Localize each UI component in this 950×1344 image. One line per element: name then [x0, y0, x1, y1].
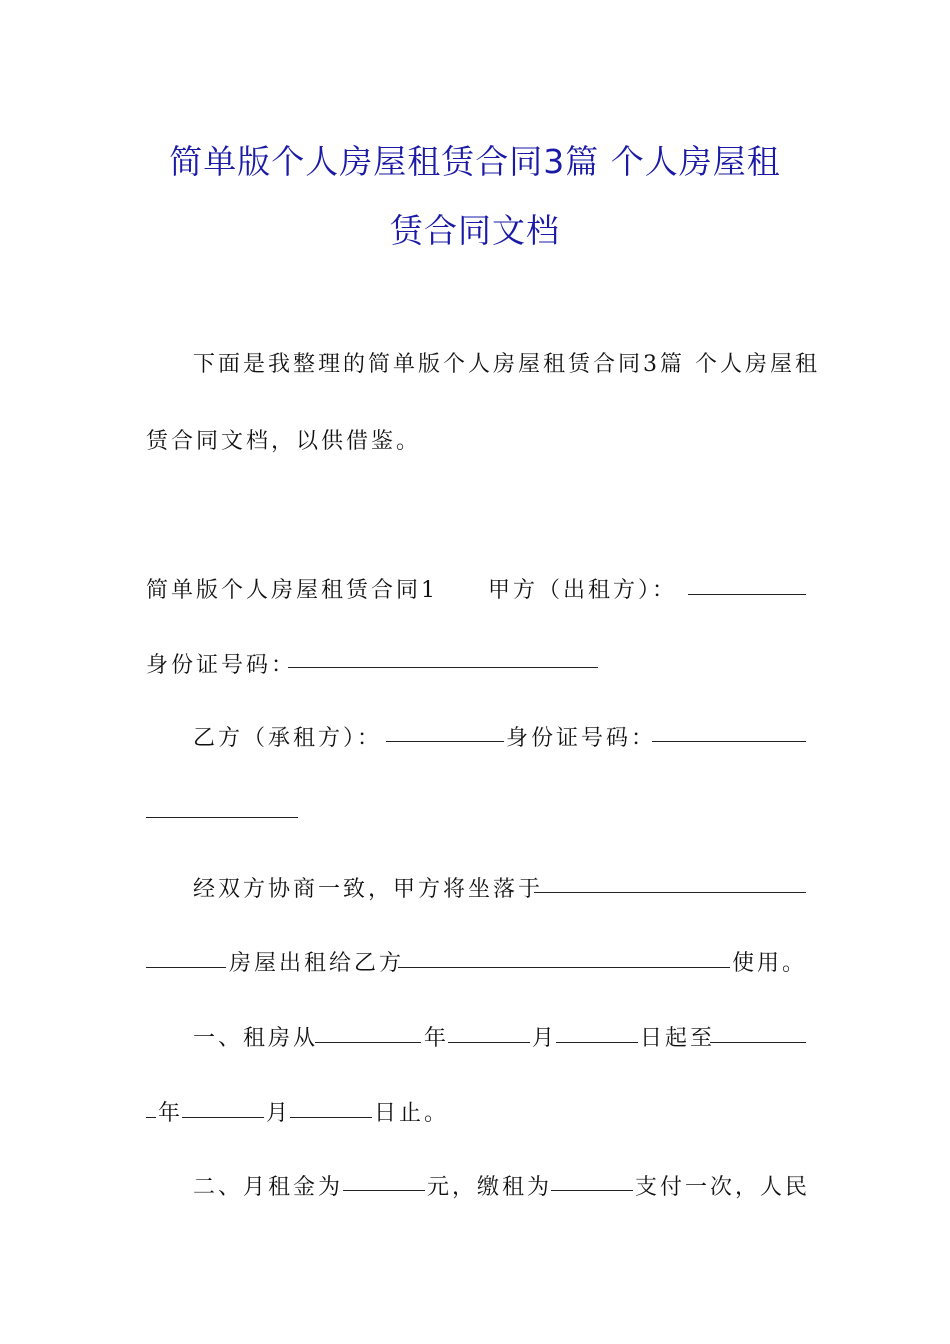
use-text: 使用。 — [732, 951, 808, 976]
pay-period-blank — [551, 1190, 633, 1191]
use-blank — [398, 967, 730, 968]
yuan-text: 元，缴租为 — [427, 1175, 553, 1200]
end-month-label: 月 — [266, 1101, 292, 1126]
day-end-label: 日止。 — [374, 1101, 450, 1126]
party-b-label: 乙方（承租方）： — [193, 726, 383, 751]
intro-line-1: 下面是我整理的简单版个人房屋租赁合同3篇 个人房屋租 — [193, 352, 820, 377]
end-year-blank — [710, 1042, 806, 1043]
end-year-blank-continued — [146, 1117, 156, 1118]
id-label-a: 身份证号码： — [146, 653, 297, 678]
clause2-start: 二、月租金为 — [193, 1175, 344, 1200]
rent-amount-blank — [343, 1190, 425, 1191]
id-a-blank — [288, 667, 598, 668]
party-b-blank — [386, 741, 504, 742]
year-label: 年 — [424, 1026, 450, 1051]
end-year-label: 年 — [158, 1101, 184, 1126]
id-b-blank — [652, 741, 806, 742]
start-day-blank — [556, 1042, 638, 1043]
location-blank-continued — [146, 967, 226, 968]
document-title-line-2: 赁合同文档 — [390, 211, 560, 250]
party-a-blank — [688, 594, 806, 595]
start-year-blank — [315, 1042, 421, 1043]
id-b-blank-continued — [146, 817, 298, 818]
party-a-label: 甲方（出租方）： — [488, 578, 678, 603]
end-day-blank — [290, 1117, 372, 1118]
intro-line-2: 赁合同文档，以供借鉴。 — [146, 429, 422, 454]
day-from-label: 日起至 — [640, 1026, 716, 1051]
clause1-start: 一、租房从 — [193, 1026, 319, 1051]
end-month-blank — [182, 1117, 264, 1118]
id-label-b: 身份证号码： — [506, 726, 657, 751]
month-label: 月 — [532, 1026, 558, 1051]
location-blank — [534, 892, 806, 893]
document-title-line-1: 简单版个人房屋租赁合同3篇 个人房屋租 — [169, 142, 781, 181]
agree-text: 经双方协商一致，甲方将坐落于 — [193, 877, 544, 902]
pay-once-text: 支付一次，人民 — [635, 1175, 811, 1200]
start-month-blank — [448, 1042, 530, 1043]
rent-out-text: 房屋出租给乙方 — [229, 951, 405, 976]
contract-heading: 简单版个人房屋租赁合同1 — [146, 578, 438, 603]
